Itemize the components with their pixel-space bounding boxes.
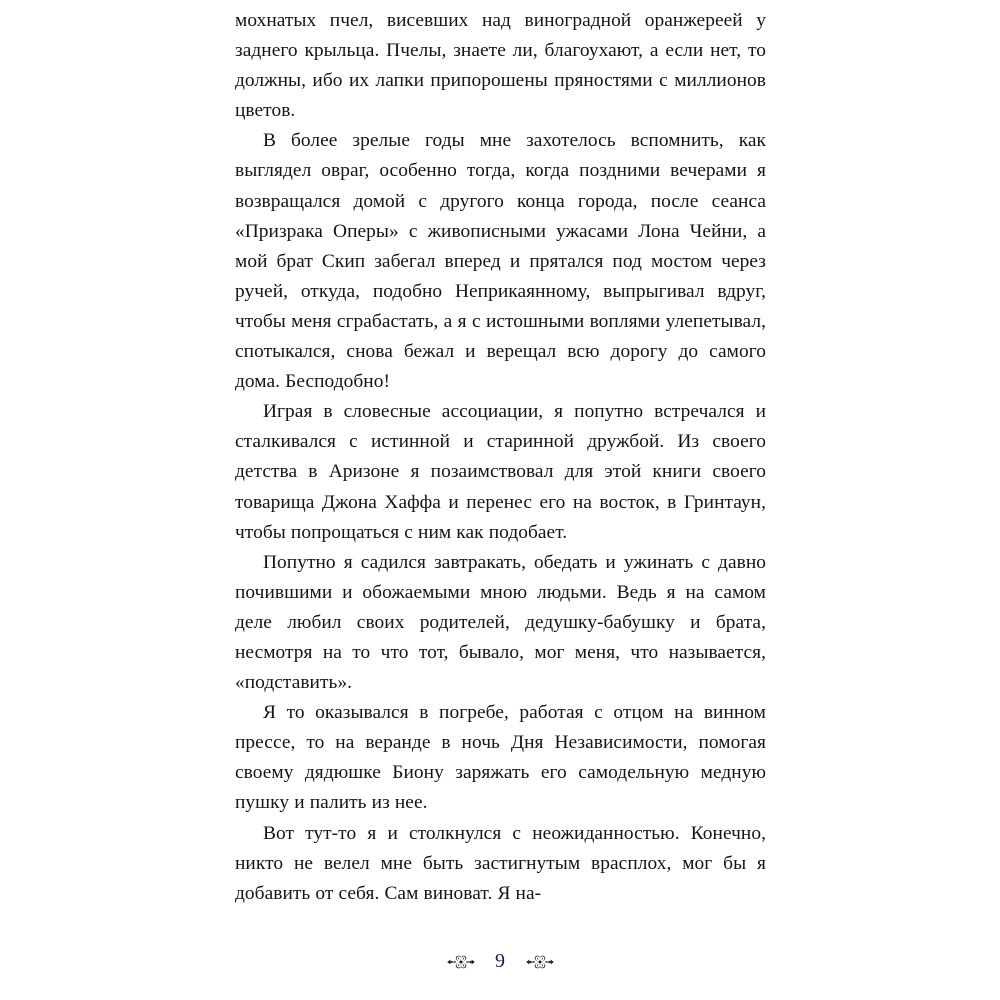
paragraph: Я то оказывался в погребе, работая с отцом на винном прессе, то на веранде в ночь Дня Независимости, помогая своему дядюшке Биону заряжать его самодельную медную пушку и палить из нее. <box>235 702 766 814</box>
paragraph: Попутно я садился завтракать, обедать и ужинать с давно почившими и обожаемыми мною людьми. Ведь я на самом деле любил своих родителей, дедушку-бабушку и брата, несмотря на то что тот, бывало, мог меня, что называется, «подставить». <box>235 551 766 694</box>
page-number: 9 <box>495 950 505 972</box>
paragraph: В более зрелые годы мне захотелось вспомнить, как выглядел овраг, особенно тогда, когда поздними вечерами я возвращался домой с другого конца города, после сеанса «Призрака Оперы» с живописными ужасами Лона Чейни, а мой брат Скип забегал вперед и прятался под мостом через ручей, откуда, подобно Неприкаянному, выпрыгивал вдруг, чтобы меня сграбастать, а я с истошными воплями улепетывал, спотыкался, снова бежал и верещал всю дорогу до самого дома. Бесподобно! <box>235 130 766 393</box>
page-text-block <box>235 6 766 909</box>
paragraph: Играя в словесные ассоциации, я попутно встречался и сталкивался с истинной и старинной дружбой. Из своего детства в Аризоне я позаимствовал для этой книги своего товарища Джона Хаффа и перенес его на восток, в Гринтаун, чтобы попрощаться с ним как подобает. <box>235 401 766 543</box>
page-footer <box>0 944 1000 980</box>
paragraph-continuation: мохнатых пчел, висевших над виноградной оранжереей у заднего крыльца. Пчелы, знаете ли, благоухают, а если нет, то должны, ибо их лапки припорошены пряностями с миллионов цветов. <box>235 10 766 122</box>
fleuron-ornament-right <box>525 950 555 974</box>
fleuron-ornament-left <box>446 950 476 974</box>
paragraph: Вот тут-то я и столкнулся с неожиданностью. Конечно, никто не велел мне быть застигнутым врасплох, мог бы я добавить от себя. Сам виноват. Я на- <box>235 822 766 904</box>
